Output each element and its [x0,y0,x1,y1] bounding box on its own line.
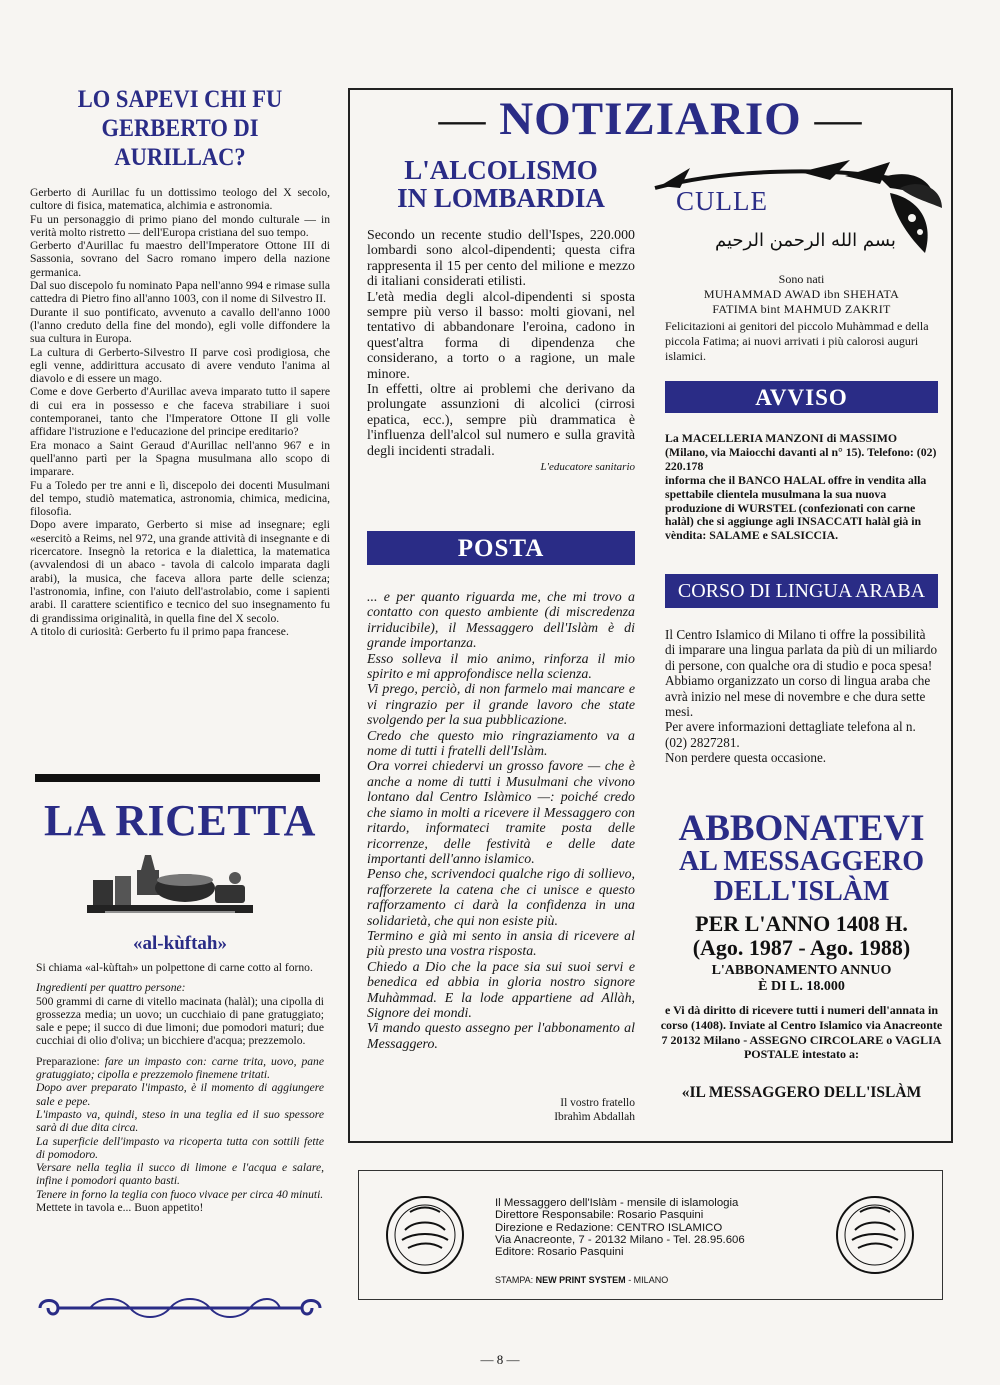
culle-text: Felicitazioni ai genitori del piccolo Muhàmmad e della piccola Fatima; ai nuovi arrivati i più calorosi auguri islamici. [665,319,929,363]
centro-islamico-seal-icon [830,1190,920,1280]
gerberto-paragraph: Come e dove Gerberto d'Aurillac aveva imparato tutto il sapere di cui era in possesso e che faceva strabiliare i suoi contemporanei, tanto che l'Imperatore Ottone II gli volle affidare l'istruzione e l'educazione del principe ereditario? [30,385,330,439]
masthead-line: Direzione e Redazione: CENTRO ISLAMICO [495,1221,723,1234]
culle-title: CULLE [676,186,768,216]
posta-letter [367,590,635,1052]
abbonatevi-heading: ABBONATEVI [678,808,925,849]
recipe-closing: Mettete in tavola e... Buon appetito! [36,1201,204,1215]
gerberto-paragraph: Gerberto di Aurillac fu un dottissimo teologo del X secolo, cultore di fisica, matematica, alchimia e astronomia. [30,186,330,213]
basmala-text: بسم الله الرحمن الرحيم [715,230,896,251]
gerberto-title-line1: LO SAPEVI CHI FU [77,86,283,113]
avviso-paragraph: La MACELLERIA MANZONI di MASSIMO (Milano, via Maiocchi davanti al n° 15). Telefono: (02) 220.178 [665,431,937,473]
ingredients-heading: Ingredienti per quattro persone: [36,981,186,995]
abbonatevi-body: e Vi dà diritto di ricevere tutti i numeri dell'annata in corso (1408). Inviate al Centro Islamico via Anacreonte 7 20132 Milano - ASSEGNO CIRCOLARE o VAGLIA POSTALE intestato a: [660,1003,943,1062]
alcolismo-paragraph: Secondo un recente studio dell'Ispes, 220.000 lombardi sono alcol-dipendenti; questa cifra rappresenta il 15 per cento del milione e mezzo di italiani considerati etilisti. [367,228,635,290]
masthead-line: Editore: Rosario Pasquini [495,1246,624,1259]
signature-name: Ibrahìm Abdallah [554,1111,635,1123]
cookware-illustration-icon [85,850,255,920]
letter-paragraph: Termino e già mi sento in ansia di ricevere al più presto una vostra risposta. [367,928,635,960]
prep-step: Versare nella teglia il succo di limone e l'acqua e salare, infine i pomodori quanto basti. [36,1161,324,1188]
gerberto-body [30,186,330,638]
gerberto-paragraph: Era monaco a Saint Geraud d'Aurillac nell'anno 967 e in quell'anno partì per la Spagna musulmana allo scopo di imparare. [30,438,330,479]
gerberto-paragraph: A titolo di curiosità: Gerberto fu il primo papa francese. [30,624,289,638]
alcolismo-body [367,228,635,476]
printer-name: NEW PRINT SYSTEM [535,1275,626,1285]
letter-paragraph: Chiedo a Dio che la pace sia sui suoi servi e benedica ed abbia in gloria nostro signore Muhàmmad. E la lode appartiene ad Allàh, Signore dei mondi. [367,959,635,1021]
recipe-body [36,961,324,1214]
letter-paragraph: Penso che, scrivendoci qualche rigo di sollievo, rafforzerete la catena che ci unisce e questo rafforzamento ci darà la confidenza in una solidarietà, che qui non esiste più. [367,867,635,929]
gerberto-paragraph: Dopo avere imparato, Gerberto si mise ad insegnare; egli «esercitò a Reims, nel 972, una grande attività di insegnante e di ricercatore. Insegnò la retorica e la dialettica, la matematica (avvalendosi di un abaco - tavola di calcolo imparata dagli arabi), la musica, che faceva allora parte delle scienza; l'astronomia, infine, con l'aiuto dell'astrolabio, come i sapienti arabi. Il carattere scientifico e tecnico del suo insegnamento fu di grandissima originalità, in quella fine del X secolo. [30,518,330,625]
letter-paragraph: ... e per quanto riguarda me, che mi trovo a contatto con questo ambiente (di miscredenza irriducibile), il Messaggero dell'Islàm è di grande importanza. [367,590,635,652]
corso-paragraph: Non perdere questa occasione. [665,750,827,766]
corso-paragraph: Per avere informazioni dettagliate telefona al n. (02) 2827281. [665,719,916,750]
prep-step: L'impasto va, quindi, steso in una teglia ed il suo spessore sarà di due dita circa. [36,1107,324,1135]
gerberto-paragraph: Durante il suo pontificato, avvenuto a cavallo dell'anno 1000 (l'anno creduto della fine del mondo), egli volle diffondere la sua cultura in Europa. [30,305,330,346]
printer-label: STAMPA: [495,1275,536,1285]
culle-name: MUHAMMAD AWAD ibn SHEHATA [703,287,900,301]
letter-paragraph: Ora vorrei chiedervi un grosso favore — che è anche a nome di tutti i Musulmani che vivono lontano dal Centro Islàmico —: poiché credo che siamo in molti a ricevere il Messaggero con ritardo, informateci tramite posta delle ricorrenze, delle festività e delle date importanti dell'anno islamico. [367,759,635,867]
gerberto-paragraph: Dal suo discepolo fu nominato Papa nell'anno 994 e rimase sulla cattedra di Pietro fino all'anno 1003, con il nome di Silvestro II. [30,279,330,306]
avviso-body [665,432,938,543]
notiziario-header [348,92,953,146]
prep-step-text: fare un impasto con: carne trita, uovo, pane gratuggiato; cipolla e prezzemolo finemene tritati. [36,1054,324,1082]
alcolismo-title-line1: L'ALCOLISMO [404,155,598,185]
header-dash: — [814,93,863,145]
culle-body [665,272,938,364]
culle-name: FATIMA bint MAHMUD ZAKRIT [712,302,891,316]
corso-body [665,627,938,766]
recipe-intro: Si chiama «al-kùftah» un polpettone di carne cotto al forno. [36,961,313,974]
letter-paragraph: Vi mando questo assegno per l'abbonamento al Messaggero. [367,1021,635,1052]
abbonatevi-price: È DI L. 18.000 [758,979,845,994]
culle-born: Sono nati [778,272,825,286]
corso-paragraph: Abbiamo organizzato un corso di lingua araba che avrà inizio nel mese di novembre e che dura sette mesi. [665,673,931,720]
ricetta-title: LA RICETTA [44,796,316,845]
masthead-text [495,1197,815,1258]
prep-step: La superficie dell'impasto va ricoperta tutta con sottili fette di pomodoro. [36,1134,324,1161]
avviso-banner: AVVISO [665,381,938,413]
alcolismo-signature: L'educatore sanitario [540,461,635,474]
centro-islamico-seal-icon [380,1190,470,1280]
gerberto-paragraph: Fu a Toledo per tre anni e lì, discepolo dei docenti Musulmani del tempo, studiò matematica, astronomia, chimica, medicina, filosofia. [30,478,330,519]
signature-line: Il vostro fratello [560,1097,635,1109]
alcolismo-title-line2: IN LOMBARDIA [397,183,605,213]
printer-credit [495,1275,668,1285]
ingredients-list: 500 grammi di carne di vitello macinata (halàl); una cipolla di grossezza media; un uovo; un cucchiaio di pane gratuggiato; sale e pepe; il succo di due limoni; due pomodori maturi; due cucchiai di olio d'oliva; un bicchiere d'acqua; prezzemolo. [36,994,324,1048]
printer-city: - MILANO [625,1275,669,1285]
prep-step: Tenere in forno la teglia con fuoco vivace per circa 40 minuti. [36,1187,324,1201]
prep-step: Dopo aver preparato l'impasto, è il momento di aggiungere sale e pepe. [36,1081,324,1108]
corso-banner: CORSO DI LINGUA ARABA [665,574,938,608]
avviso-paragraph: informa che il BANCO HALAL offre in vendita alla spettabile clientela musulmana la sua nuova produzione di WURSTEL (confezionati con carne halàl) che si aggiunge agli INSACCATI halàl già in vèndita: SALAME e SALSICCIA. [665,472,927,543]
masthead-line: Via Anacreonte, 7 - 20132 Milano - Tel. 28.95.606 [495,1233,745,1246]
alcolismo-title [367,156,635,212]
gerberto-paragraph: Gerberto d'Aurillac fu maestro dell'Imperatore Ottone III di Sassonia, sovrano del Sacro romano impero della nazione germanica. [30,239,330,279]
header-dash: — [438,93,487,145]
masthead-line: Direttore Responsabile: Rosario Pasquini [495,1209,704,1222]
page-number: — 8 — [480,1352,520,1367]
ornament-scroll-icon [30,1294,330,1322]
dish-name: «al-kùftah» [133,933,227,954]
abbonatevi-heading: AL MESSAGGERO [678,846,925,877]
abbonatevi-heading: DELL'ISLÀM [713,876,890,907]
alcolismo-paragraph: L'età media degli alcol-dipendenti si sposta sempre più verso il basso: molti giovani, nel tentativo di abbandonare l'eroina, cadono in quest'altra forma di dipendenza che considerano, a torto o a ragione, un male minore. [367,289,635,382]
abbonatevi-price-label: L'ABBONAMENTO ANNUO [711,963,892,978]
section-divider [35,774,320,782]
alcolismo-paragraph: In effetti, oltre ai problemi che derivano da prolungate assunzioni di alcolici (cirrosi epatica, ecc.), sempre più drammatica è l'influenza dell'alcol sul numero e sulla gravità degli incidenti stradali. [367,382,635,459]
abbonatevi-year: PER L'ANNO 1408 H. [695,911,908,936]
prep-step [36,1055,324,1082]
masthead-line: Il Messaggero dell'Islàm - mensile di islamologia [495,1197,739,1209]
gerberto-title-line2: GERBERTO DI AURILLAC? [101,115,259,171]
letter-paragraph: Vi prego, perciò, di non farmelo mai mancare e vi ringrazio per il grande lavoro che state svolgendo per la sua pubblicazione. [367,682,635,729]
prep-label: Preparazione: [36,1054,105,1068]
letter-paragraph: Credo che questo mio ringraziamento va a nome di tutti i fratelli dell'Islàm. [367,728,635,760]
gerberto-paragraph: La cultura di Gerberto-Silvestro II parve così prodigiosa, che egli venne, addirittura accusato di avere venduto l'anima al diavolo e di essere un mago. [30,345,330,386]
abbonatevi-period: (Ago. 1987 - Ago. 1988) [692,935,911,960]
posta-banner: POSTA [367,531,635,565]
corso-paragraph: Il Centro Islamico di Milano ti offre la possibilità di imparare una lingua parlata da più di un miliardo di persone, con qualche ora di studio e poca spesa! [665,627,938,673]
abbonatevi-payee: «IL MESSAGGERO DELL'ISLÀM [681,1084,922,1101]
notiziario-title: NOTIZIARIO [499,93,802,145]
posta-signature [367,1096,635,1124]
gerberto-article [30,85,330,638]
letter-paragraph: Esso solleva il mio animo, rinforza il mio spirito e mi approfondisce nella scienza. [367,651,635,683]
gerberto-paragraph: Fu un personaggio di primo piano del mondo culturale — in verità molto ristretto — dell'Europa cristiana del suo tempo. [30,212,330,239]
